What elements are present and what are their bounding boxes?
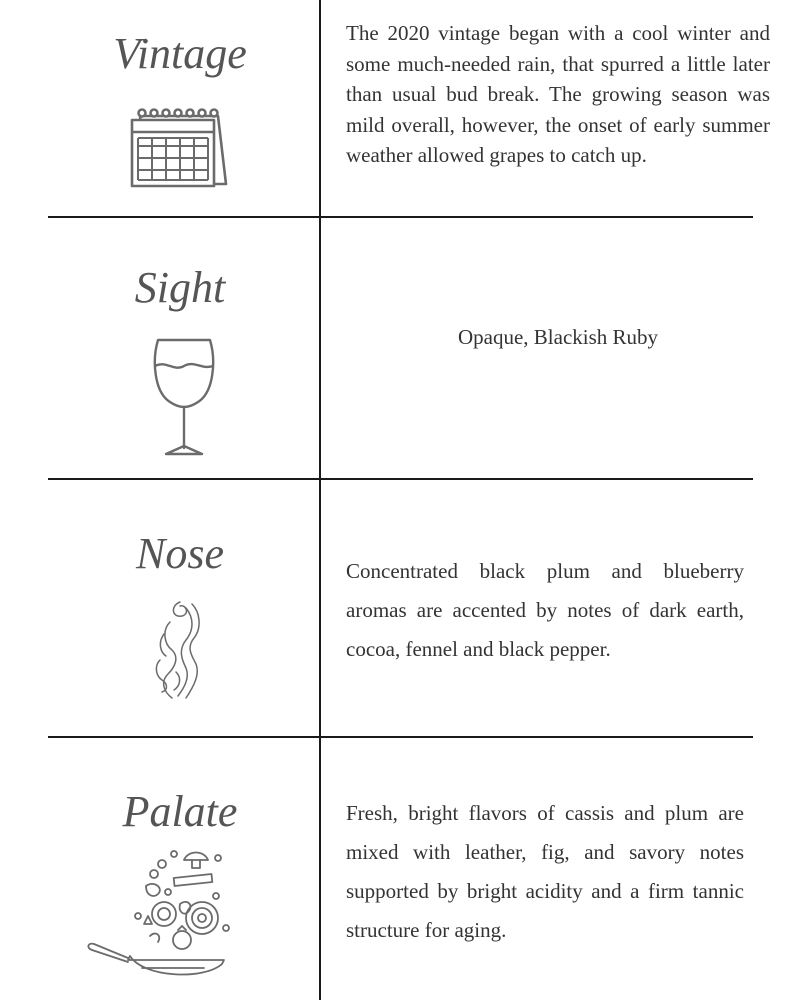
section-text-nose: Concentrated black plum and blueberry aromas are accented by notes of dark earth, cocoa, fennel and black pepper. (346, 559, 744, 661)
column-divider (319, 0, 321, 1000)
row-divider (48, 478, 753, 480)
section-text-sight: Opaque, Blackish Ruby (457, 325, 659, 349)
wine-glass-icon (152, 336, 216, 460)
calendar-icon (128, 108, 232, 192)
section-text-palate: Fresh, bright flavors of cassis and plum are mixed with leather, fig, and savory notes supported by bright acidity and a firm tannic structure for aging. (346, 801, 744, 942)
section-title-nose: Nose (136, 529, 224, 578)
section-title-sight: Sight (134, 263, 226, 312)
section-text-vintage: The 2020 vintage began with a cool winter and some much-needed rain, that spurred a little later than usual bud break. The growing season was mild overall, however, the onset of early summer weather allowed grapes to catch up. (346, 21, 770, 167)
food-pan-icon (84, 846, 234, 986)
section-title-palate: Palate (122, 787, 238, 836)
row-divider (48, 736, 753, 738)
aroma-swirl-icon (150, 594, 206, 706)
section-title-vintage: Vintage (113, 29, 247, 78)
row-divider (48, 216, 753, 218)
